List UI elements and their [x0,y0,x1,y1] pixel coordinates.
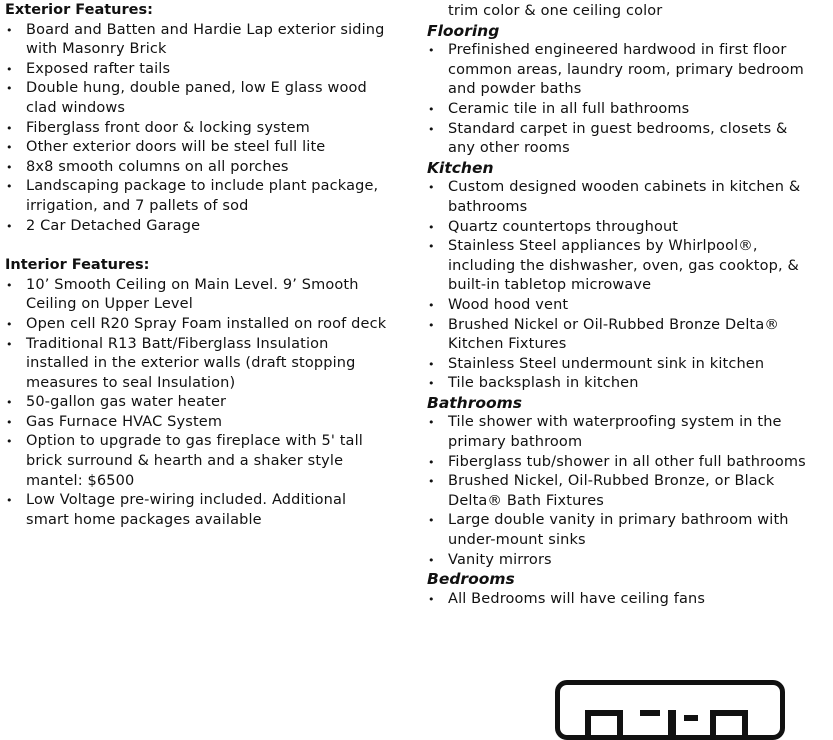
continued-text-line: trim color & one ceiling color [448,3,663,19]
feature-item-text: primary bathroom [448,434,583,451]
feature-item [5,393,415,413]
left-column [5,0,415,530]
flooring-list [427,41,833,159]
feature-item [427,453,833,473]
feature-item-text: measures to seal Insulation) [26,374,236,391]
feature-item-text: Traditional R13 Batt/Fiberglass Insulation [26,335,329,352]
bullet-icon: • [428,240,435,254]
bullet-icon: • [428,553,435,567]
feature-item [5,491,415,530]
feature-item-text: Tile shower with waterproofing system in the [448,414,782,431]
bullet-icon: • [6,219,13,233]
qr-code-icon [555,680,785,740]
feature-item-text: brick surround & hearth and a shaker style [26,453,344,470]
feature-item-text: Tile backsplash in kitchen [448,375,639,392]
feature-item [427,511,833,550]
feature-item-text: Gas Furnace HVAC System [26,413,223,430]
feature-item-text: any other rooms [448,140,570,157]
interior-features-list [5,276,415,531]
feature-item-text: Brushed Nickel or Oil-Rubbed Bronze Delta® [448,316,780,333]
feature-item-text: Wood hood vent [448,296,569,313]
bullet-icon: • [428,377,435,391]
bullet-icon: • [6,160,13,174]
feature-item-text: bathrooms [448,198,528,215]
flooring-heading: Flooring [427,21,500,40]
bullet-icon: • [428,181,435,195]
bullet-icon: • [6,82,13,96]
bullet-icon: • [428,357,435,371]
feature-item [5,158,415,178]
feature-item-text: All Bedrooms will have ceiling fans [448,590,706,607]
feature-item-text: Ceiling on Upper Level [26,296,193,313]
feature-item-text: common areas, laundry room, primary bedroom [448,61,804,78]
feature-item-text: Delta® Bath Fixtures [448,492,605,509]
bullet-icon: • [6,317,13,331]
feature-item [427,316,833,355]
feature-item [5,138,415,158]
feature-item [427,551,833,571]
feature-item [427,472,833,511]
bullet-icon: • [428,514,435,528]
feature-item-text: Kitchen Fixtures [448,336,567,353]
feature-item-text: Brushed Nickel, Oil-Rubbed Bronze, or Black [448,473,775,490]
feature-item [427,120,833,159]
feature-item [5,217,415,237]
exterior-features-section [5,1,415,236]
feature-item-text: Board and Batten and Hardie Lap exterior siding [26,21,385,38]
feature-item [427,237,833,296]
kitchen-section [427,159,833,394]
flooring-section [427,22,833,159]
feature-item-text: Exposed rafter tails [26,60,171,77]
bathrooms-list [427,413,833,570]
exterior-features-list [5,21,415,237]
bullet-icon: • [428,455,435,469]
feature-item [427,41,833,100]
feature-item-text: including the dishwasher, oven, gas cooktop, & [448,257,799,274]
bullet-icon: • [428,592,435,606]
feature-item-text: Stainless Steel undermount sink in kitchen [448,355,765,372]
kitchen-list [427,178,833,394]
feature-item [5,276,415,315]
feature-item-text: and powder baths [448,81,582,98]
feature-item [427,413,833,452]
bullet-icon: • [6,62,13,76]
feature-item-text: 8x8 smooth columns on all porches [26,158,289,175]
bullet-icon: • [428,318,435,332]
bullet-icon: • [6,415,13,429]
bullet-icon: • [6,121,13,135]
feature-item [427,355,833,375]
feature-item-text: smart home packages available [26,511,262,528]
feature-item [5,119,415,139]
interior-features-section [5,256,415,530]
feature-item [427,374,833,394]
feature-item-text: Quartz countertops throughout [448,218,679,235]
feature-item-text: Low Voltage pre-wiring included. Additional [26,492,347,509]
feature-item-text: Vanity mirrors [448,551,552,568]
feature-item-text: Landscaping package to include plant package, [26,178,379,195]
feature-item-text: Custom designed wooden cabinets in kitchen & [448,179,801,196]
feature-item [5,60,415,80]
bedrooms-heading: Bedrooms [427,570,515,589]
bullet-icon: • [6,494,13,508]
feature-item-text: Stainless Steel appliances by Whirlpool®, [448,238,758,255]
bathrooms-section [427,394,833,570]
feature-item-text: 10’ Smooth Ceiling on Main Level. 9’ Smooth [26,276,359,293]
feature-item [5,79,415,118]
bullet-icon: • [428,475,435,489]
bathrooms-heading: Bathrooms [427,393,523,412]
feature-item [5,177,415,216]
feature-item-text: with Masonry Brick [26,41,167,58]
feature-item [427,178,833,217]
feature-item-text: Double hung, double paned, low E glass wood [26,80,367,97]
feature-item [427,218,833,238]
bullet-icon: • [6,180,13,194]
kitchen-heading: Kitchen [427,158,494,177]
interior-features-heading: Interior Features: [5,257,150,274]
bullet-icon: • [6,278,13,292]
bullet-icon: • [6,337,13,351]
feature-item-text: Fiberglass front door & locking system [26,119,310,136]
right-column [427,0,833,609]
feature-item [5,315,415,335]
bullet-icon: • [6,396,13,410]
feature-item-text: Open cell R20 Spray Foam installed on roof deck [26,315,387,332]
bullet-icon: • [428,416,435,430]
bullet-icon: • [6,141,13,155]
feature-item-text: 2 Car Detached Garage [26,217,201,234]
feature-item-text: Large double vanity in primary bathroom with [448,512,789,529]
bullet-icon: • [428,122,435,136]
bullet-icon: • [6,435,13,449]
bullet-icon: • [428,102,435,116]
feature-item-text: Standard carpet in guest bedrooms, closets & [448,120,788,137]
feature-item-text: built-in tabletop microwave [448,277,652,294]
feature-item-text: mantel: $6500 [26,472,135,489]
feature-item-text: Ceramic tile in all full bathrooms [448,100,690,117]
feature-item [427,590,833,610]
feature-item-text: Option to upgrade to gas fireplace with 5' tall [26,433,363,450]
feature-item [5,21,415,60]
feature-item-text: Prefinished engineered hardwood in first floor [448,42,787,59]
feature-item [427,100,833,120]
feature-item-text: clad windows [26,99,126,116]
feature-item [5,335,415,394]
bedrooms-list [427,590,833,610]
feature-item-text: under-mount sinks [448,532,586,549]
bedrooms-section [427,570,833,609]
feature-item-text: irrigation, and 7 pallets of sod [26,197,249,214]
feature-item-text: installed in the exterior walls (draft stopping [26,355,356,372]
feature-item-text: Fiberglass tub/shower in all other full bathrooms [448,453,806,470]
feature-item-text: Other exterior doors will be steel full lite [26,139,326,156]
bullet-icon: • [428,220,435,234]
feature-item-text: 50-gallon gas water heater [26,394,227,411]
bullet-icon: • [428,44,435,58]
bullet-icon: • [6,23,13,37]
feature-item [427,296,833,316]
bullet-icon: • [428,298,435,312]
exterior-features-heading: Exterior Features: [5,2,153,18]
feature-item [5,432,415,491]
feature-item [5,413,415,433]
